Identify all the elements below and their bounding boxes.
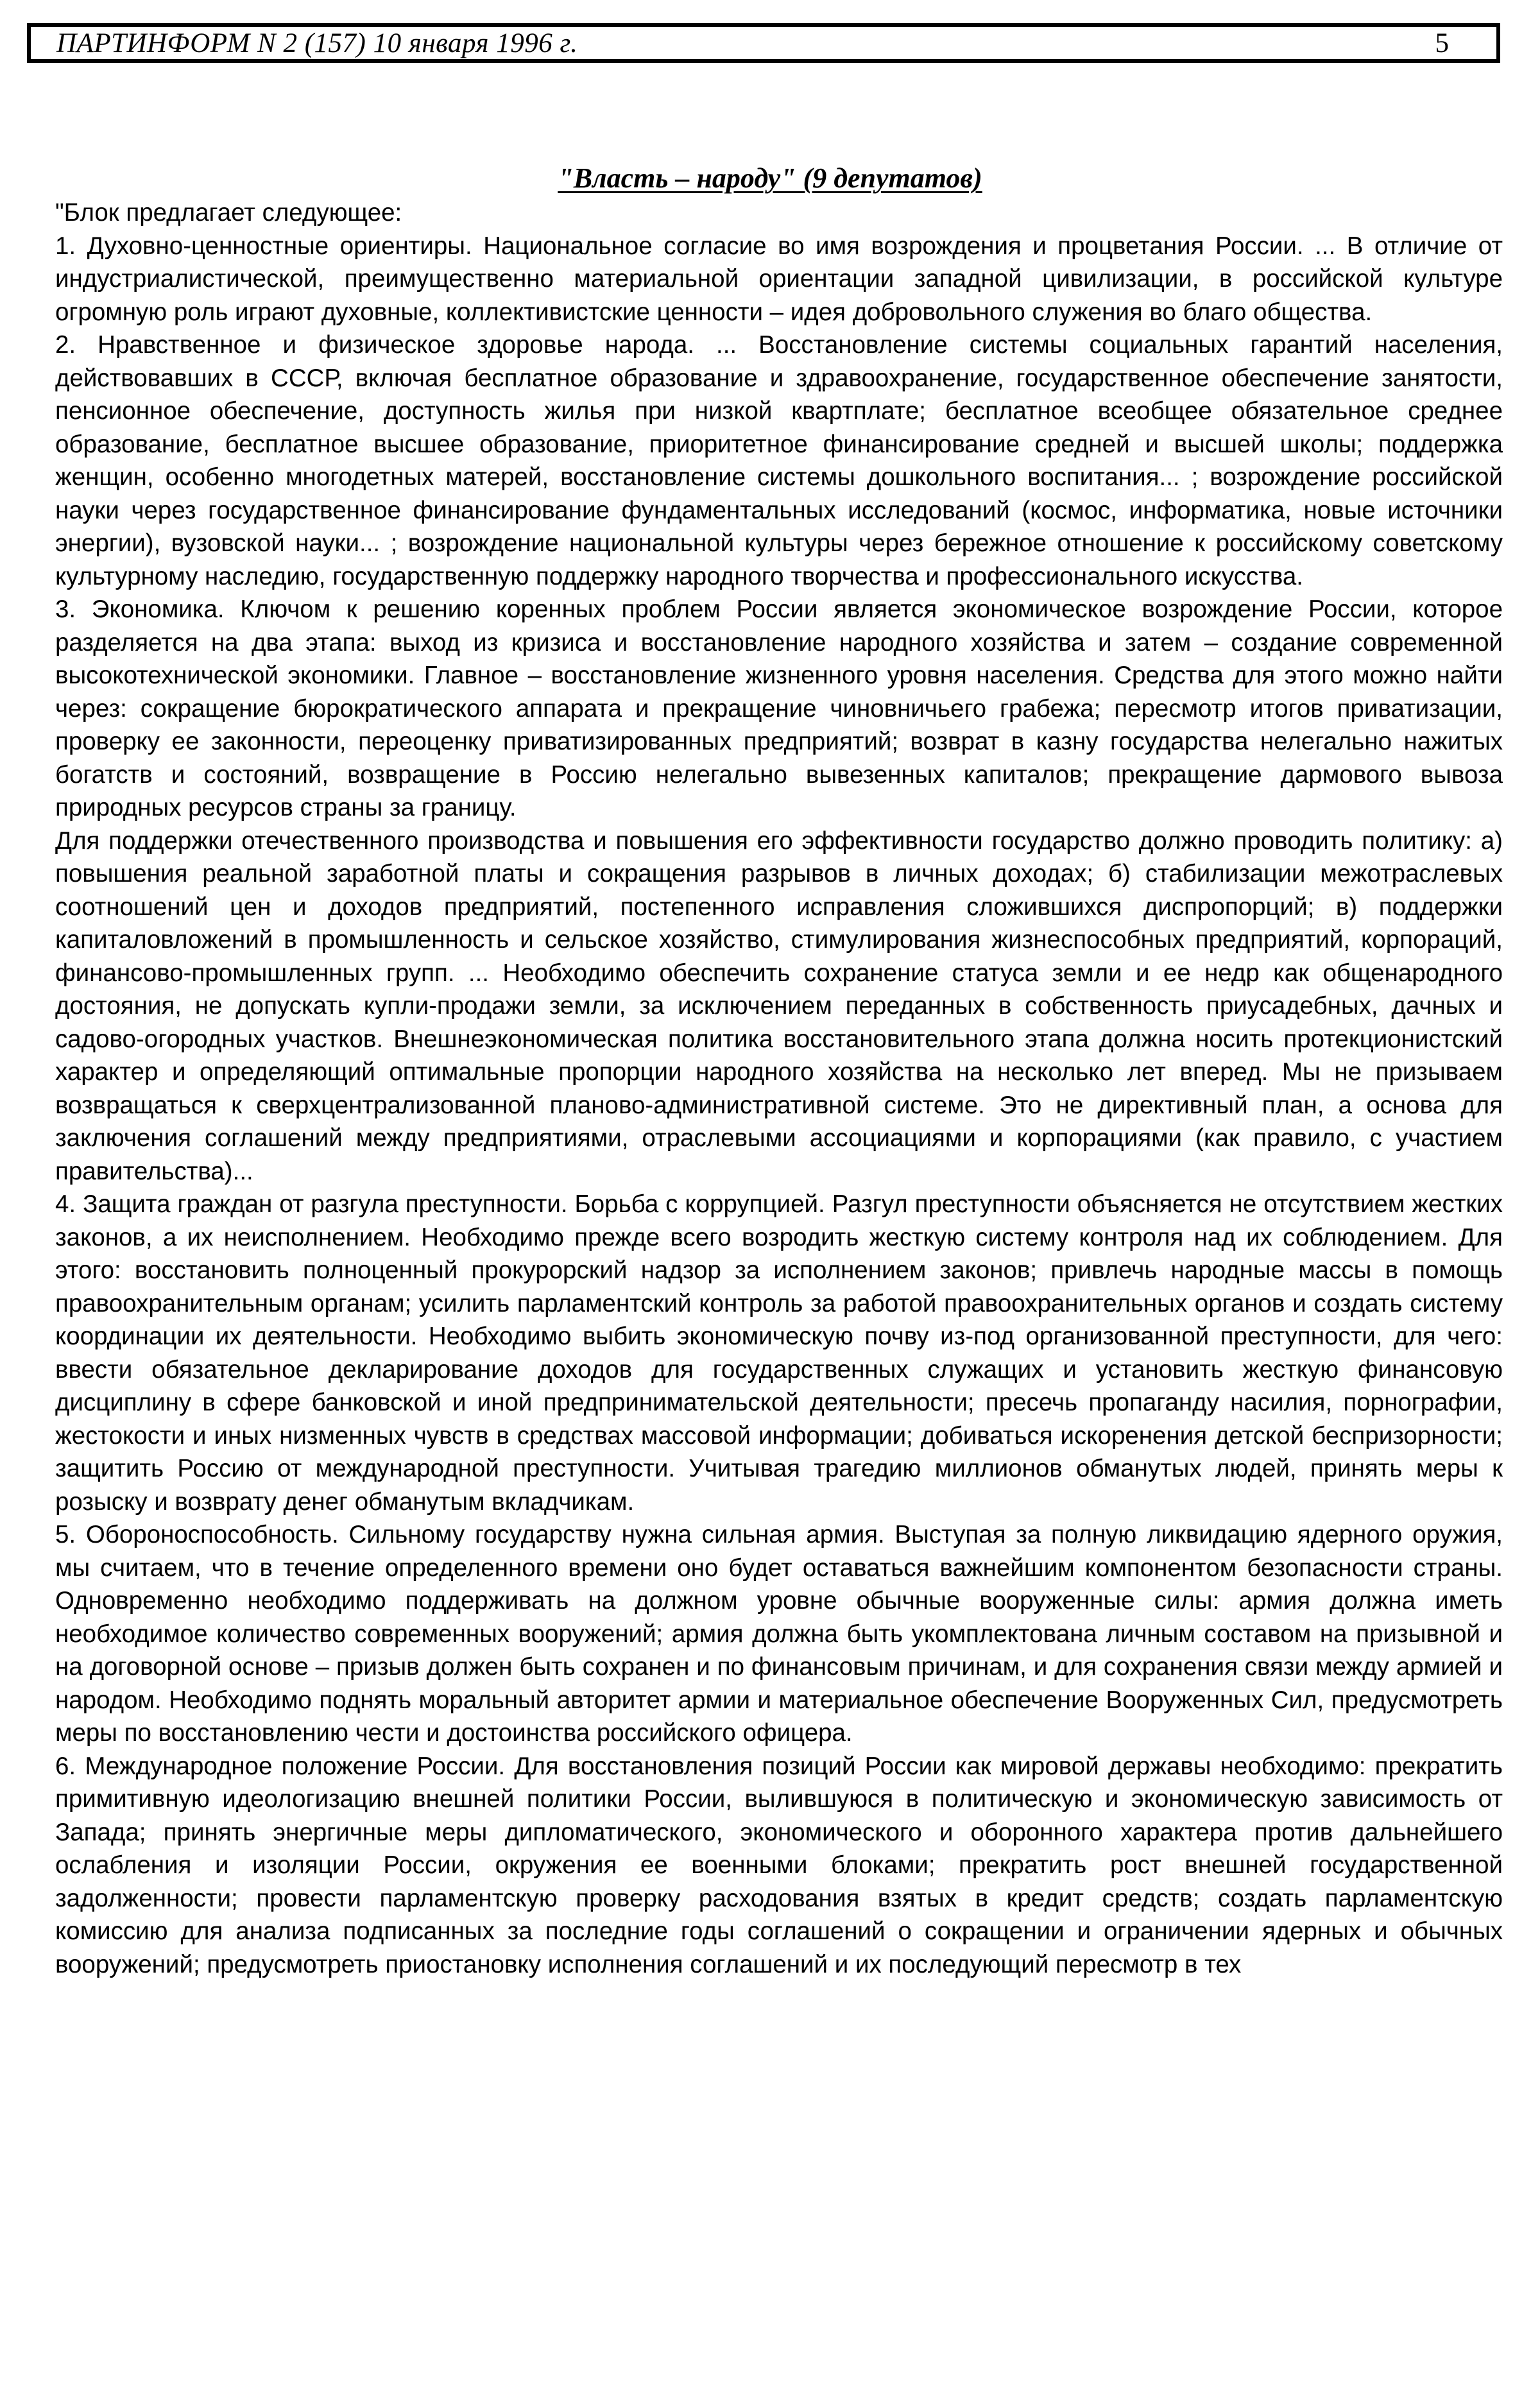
paragraph-item-6: 6. Международное положение России. Для восстановления позиций России как мировой державы необходимо: прекратить примитивную идеологизацию внешней политики России, вылившуюся в политическую и экономическую зависимость от Запада; принять энергичные меры дипломатического, экономического и оборонного характера против дальнейшего ослабления и изоляции России, окружения ее военными блоками; прекратить рост внешней государственной задолженности; провести парламентскую проверку расходования взятых в кредит средств; создать парламентскую комиссию для анализа подписанных за последние годы соглашений о сокращении и ограничении ядерных и обычных вооружений; предусмотреть приостановку исполнения соглашений и их последующий пересмотр в тех (55, 1752, 1503, 1978)
paragraph-item-1: 1. Духовно-ценностные ориентиры. Национальное согласие во имя возрождения и процветания России. ... В отличие от индустриалистической, преимущественно материальной ориентации западной цивилизации, в российской культуре огромную роль играют духовные, коллективистские ценности – идея добровольного служения во благо общества. (55, 232, 1503, 326)
paragraph-item-4: 4. Защита граждан от разгула преступности. Борьба с коррупцией. Разгул преступности объясняется не отсутствием жестких законов, а их неисполнением. Необходимо прежде всего возродить жесткую систему контроля над их соблюдением. Для этого: восстановить полноценный прокурорский надзор за исполнением законов; привлечь народные массы в помощь правоохранительным органам; усилить парламентский контроль за работой правоохранительных органов и создать систему координации их деятельности. Необходимо выбить экономическую почву из-под организованной преступности, для чего: ввести обязательное декларирование доходов для государственных служащих и установить жесткую финансовую дисциплину в сфере банковской и иной предпринимательской деятельности; пресечь пропаганду насилия, порнографии, жестокости и иных низменных чувств в средствах массовой информации; добиваться искоренения детской беспризорности; защитить Россию от международной преступности. Учитывая трагедию миллионов обманутых людей, принять меры к розыску и возврату денег обманутым вкладчикам. (55, 1190, 1503, 1516)
section-title-text: "Власть – народу" (9 депутатов) (558, 162, 982, 194)
section-title (0, 160, 1540, 196)
running-header (27, 23, 1500, 63)
paragraph-item-5: 5. Обороноспособность. Сильному государству нужна сильная армия. Выступая за полную ликвидацию ядерного оружия, мы считаем, что в течение определенного времени оно будет оставаться важнейшим компонентом безопасности страны. Одновременно необходимо поддерживать на должном уровне обычные вооруженные силы: армия должна иметь необходимое количество современных вооружений; армия должна быть укомплектована личным составом на призывной и на договорной основе – призыв должен быть сохранен и по финансовым причинам, и для сохранения связи между армией и народом. Необходимо поднять моральный авторитет армии и материальное обеспечение Вооруженных Сил, предусмотреть меры по восстановлению чести и достоинства российского офицера. (55, 1521, 1503, 1747)
paragraph-item-3: 3. Экономика. Ключом к решению коренных проблем России является экономическое возрождение России, которое разделяется на два этапа: выход из кризиса и восстановление народного хозяйства и затем – создание современной высокотехнической экономики. Главное – восстановление жизненного уровня населения. Средства для этого можно найти через: сокращение бюрократического аппарата и прекращение чиновничьего грабежа; пересмотр итогов приватизации, проверку ее законности, переоценку приватизированных предприятий; возврат в казну государства нелегально нажитых богатств и состояний, возвращение в Россию нелегально вывезенных капиталов; прекращение дармового вывоза природных ресурсов страны за границу. (55, 596, 1503, 821)
header-title: ПАРТИНФОРМ N 2 (157) 10 января 1996 г. (56, 28, 578, 58)
body-text (55, 196, 1503, 1981)
page-number: 5 (1435, 28, 1449, 58)
paragraph-intro: "Блок предлагает следующее: (55, 199, 402, 227)
paragraph-item-2: 2. Нравственное и физическое здоровье народа. ... Восстановление системы социальных гарантий населения, действовавших в СССР, включая бесплатное образование и здравоохранение, государственное обеспечение занятости, пенсионное обеспечение, доступность жилья при низкой квартплате; бесплатное всеобщее обязательное среднее образование, бесплатное высшее образование, приоритетное финансирование средней и высшей школы; поддержка женщин, особенно многодетных матерей, восстановление системы дошкольного воспитания... ; возрождение российской науки через государственное финансирование фундаментальных исследований (космос, информатика, новые источники энергии), вузовской науки... ; возрождение национальной культуры через бережное отношение к российскому советскому культурному наследию, государственную поддержку народного творчества и профессионального искусства. (55, 331, 1503, 590)
paragraph-item-3-continued: Для поддержки отечественного производства и повышения его эффективности государство должно проводить политику: а) повышения реальной заработной платы и сокращения разрывов в личных доходах; б) стабилизации межотраслевых соотношений цен и доходов предприятий, постепенного исправления сложившихся диспропорций; в) поддержки капиталовложений в промышленность и сельское хозяйство, стимулирования жизнеспособных предприятий, корпораций, финансово-промышленных групп. ... Необходимо обеспечить сохранение статуса земли и ее недр как общенародного достояния, не допускать купли-продажи земли, за исключением переданных в собственность приусадебных, дачных и садово-огородных участков. Внешнеэкономическая политика восстановительного этапа должна носить протекционистский характер и определяющий оптимальные пропорции народного хозяйства на несколько лет вперед. Мы не призываем возвращаться к сверхцентрализованной планово-административной системе. Это не директивный план, а основа для заключения соглашений между предприятиями, отраслевыми ассоциациями и корпорациями (как правило, с участием правительства)... (55, 827, 1503, 1185)
